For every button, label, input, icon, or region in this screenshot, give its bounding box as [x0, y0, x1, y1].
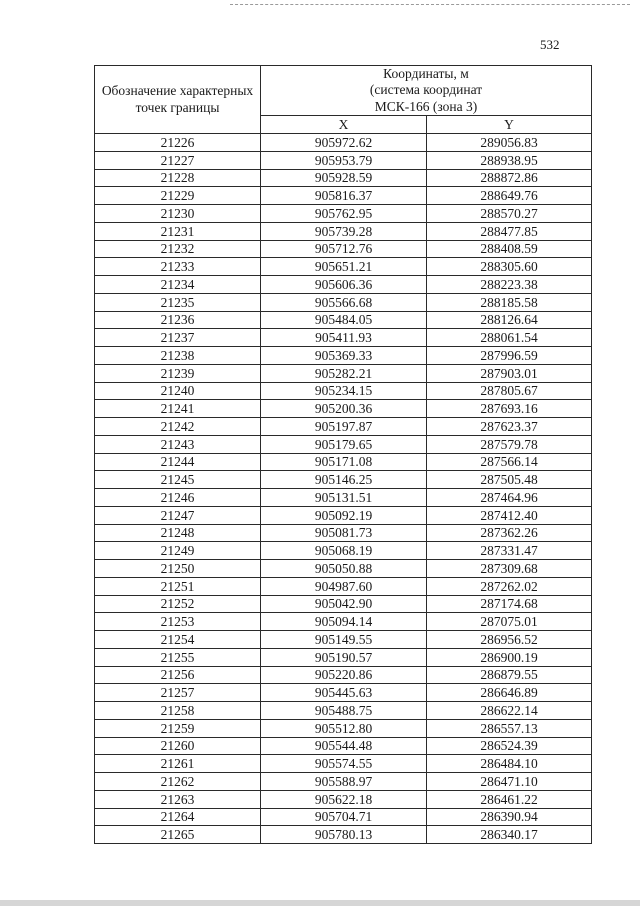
point-id-cell: 21248 [95, 524, 261, 542]
table-row [95, 595, 592, 613]
table-row [95, 702, 592, 720]
point-id-cell: 21258 [95, 702, 261, 720]
y-coordinate-cell: 288649.76 [427, 187, 592, 205]
y-coordinate-cell: 286879.55 [427, 666, 592, 684]
x-coordinate-cell: 905762.95 [261, 205, 427, 223]
table-row [95, 631, 592, 649]
y-coordinate-cell: 288223.38 [427, 276, 592, 294]
table-row [95, 808, 592, 826]
x-coordinate-cell: 905739.28 [261, 222, 427, 240]
point-id-cell: 21235 [95, 293, 261, 311]
point-id-cell: 21237 [95, 329, 261, 347]
table-row [95, 311, 592, 329]
y-coordinate-cell: 288938.95 [427, 151, 592, 169]
page-number: 532 [540, 37, 560, 52]
table-row [95, 329, 592, 347]
table-row [95, 826, 592, 844]
y-coordinate-cell: 287693.16 [427, 400, 592, 418]
x-column-header: X [261, 116, 427, 134]
table-row [95, 719, 592, 737]
table-row [95, 293, 592, 311]
point-id-cell: 21227 [95, 151, 261, 169]
point-id-cell: 21256 [95, 666, 261, 684]
x-coordinate-cell: 905200.36 [261, 400, 427, 418]
table-row [95, 560, 592, 578]
point-id-cell: 21232 [95, 240, 261, 258]
x-coordinate-cell: 905146.25 [261, 471, 427, 489]
x-coordinate-cell: 905131.51 [261, 489, 427, 507]
point-id-cell: 21253 [95, 613, 261, 631]
point-id-cell: 21243 [95, 435, 261, 453]
x-coordinate-cell: 905651.21 [261, 258, 427, 276]
y-coordinate-cell: 287579.78 [427, 435, 592, 453]
y-coordinate-cell: 287996.59 [427, 347, 592, 365]
y-coordinate-cell: 286956.52 [427, 631, 592, 649]
point-id-cell: 21259 [95, 719, 261, 737]
y-coordinate-cell: 286900.19 [427, 648, 592, 666]
table-row [95, 187, 592, 205]
point-id-cell: 21233 [95, 258, 261, 276]
y-coordinate-cell: 287566.14 [427, 453, 592, 471]
point-id-cell: 21261 [95, 755, 261, 773]
x-coordinate-cell: 905606.36 [261, 276, 427, 294]
table-row [95, 435, 592, 453]
y-coordinate-cell: 288408.59 [427, 240, 592, 258]
table-row [95, 453, 592, 471]
table-row [95, 755, 592, 773]
point-id-cell: 21229 [95, 187, 261, 205]
x-coordinate-cell: 905411.93 [261, 329, 427, 347]
y-coordinate-cell: 286461.22 [427, 790, 592, 808]
x-coordinate-cell: 905179.65 [261, 435, 427, 453]
point-id-cell: 21255 [95, 648, 261, 666]
point-id-cell: 21251 [95, 577, 261, 595]
y-coordinate-cell: 289056.83 [427, 134, 592, 152]
y-coordinate-cell: 286646.89 [427, 684, 592, 702]
x-coordinate-cell: 905512.80 [261, 719, 427, 737]
point-id-cell: 21239 [95, 364, 261, 382]
y-coordinate-cell: 286622.14 [427, 702, 592, 720]
y-coordinate-cell: 287309.68 [427, 560, 592, 578]
y-coordinate-cell: 288126.64 [427, 311, 592, 329]
x-coordinate-cell: 905094.14 [261, 613, 427, 631]
table-row [95, 205, 592, 223]
table-row [95, 364, 592, 382]
y-coordinate-cell: 287331.47 [427, 542, 592, 560]
point-id-cell: 21260 [95, 737, 261, 755]
y-coordinate-cell: 288872.86 [427, 169, 592, 187]
x-coordinate-cell: 905197.87 [261, 418, 427, 436]
top-scan-rule [230, 4, 630, 5]
y-coordinate-cell: 288477.85 [427, 222, 592, 240]
coordinates-table [94, 65, 592, 844]
table-row [95, 382, 592, 400]
point-id-cell: 21228 [95, 169, 261, 187]
table-row [95, 648, 592, 666]
table-row [95, 666, 592, 684]
y-coordinate-cell: 287412.40 [427, 506, 592, 524]
y-coordinate-cell: 288061.54 [427, 329, 592, 347]
bottom-scan-edge [0, 900, 640, 906]
point-id-cell: 21226 [95, 134, 261, 152]
y-coordinate-cell: 287464.96 [427, 489, 592, 507]
point-id-cell: 21249 [95, 542, 261, 560]
table-row [95, 240, 592, 258]
point-id-cell: 21234 [95, 276, 261, 294]
y-coordinate-cell: 287805.67 [427, 382, 592, 400]
point-id-cell: 21244 [95, 453, 261, 471]
coordinates-header [261, 66, 592, 116]
y-coordinate-cell: 286471.10 [427, 773, 592, 791]
y-coordinate-cell: 288185.58 [427, 293, 592, 311]
table-row [95, 489, 592, 507]
point-id-cell: 21246 [95, 489, 261, 507]
point-id-cell: 21250 [95, 560, 261, 578]
point-id-cell: 21238 [95, 347, 261, 365]
y-coordinate-cell: 286484.10 [427, 755, 592, 773]
x-coordinate-cell: 904987.60 [261, 577, 427, 595]
x-coordinate-cell: 905190.57 [261, 648, 427, 666]
x-coordinate-cell: 905081.73 [261, 524, 427, 542]
y-coordinate-cell: 287903.01 [427, 364, 592, 382]
table-row [95, 613, 592, 631]
y-coordinate-cell: 286557.13 [427, 719, 592, 737]
x-coordinate-cell: 905712.76 [261, 240, 427, 258]
y-column-header: Y [427, 116, 592, 134]
table-row [95, 418, 592, 436]
point-id-cell: 21242 [95, 418, 261, 436]
point-id-cell: 21264 [95, 808, 261, 826]
x-coordinate-cell: 905588.97 [261, 773, 427, 791]
x-coordinate-cell: 905050.88 [261, 560, 427, 578]
coordinates-header-line3: МСК-166 (зона 3) [374, 98, 478, 114]
x-coordinate-cell: 905042.90 [261, 595, 427, 613]
table-row [95, 790, 592, 808]
coordinates-table-body [95, 134, 592, 844]
x-coordinate-cell: 905704.71 [261, 808, 427, 826]
y-coordinate-cell: 288570.27 [427, 205, 592, 223]
y-coordinate-cell: 287362.26 [427, 524, 592, 542]
table-row [95, 737, 592, 755]
y-coordinate-cell: 286390.94 [427, 808, 592, 826]
y-coordinate-cell: 286340.17 [427, 826, 592, 844]
x-coordinate-cell: 905445.63 [261, 684, 427, 702]
x-coordinate-cell: 905928.59 [261, 169, 427, 187]
y-coordinate-cell: 287505.48 [427, 471, 592, 489]
x-coordinate-cell: 905484.05 [261, 311, 427, 329]
table-row [95, 134, 592, 152]
x-coordinate-cell: 905092.19 [261, 506, 427, 524]
point-id-cell: 21263 [95, 790, 261, 808]
coordinates-header-line1: Координаты, м [383, 66, 469, 81]
point-id-cell: 21245 [95, 471, 261, 489]
table-row [95, 506, 592, 524]
y-coordinate-cell: 287075.01 [427, 613, 592, 631]
x-coordinate-cell: 905953.79 [261, 151, 427, 169]
point-id-cell: 21240 [95, 382, 261, 400]
point-id-cell: 21265 [95, 826, 261, 844]
table-row [95, 471, 592, 489]
point-id-cell: 21230 [95, 205, 261, 223]
table-row [95, 258, 592, 276]
x-coordinate-cell: 905171.08 [261, 453, 427, 471]
point-id-cell: 21231 [95, 222, 261, 240]
x-coordinate-cell: 905566.68 [261, 293, 427, 311]
point-id-cell: 21252 [95, 595, 261, 613]
point-id-cell: 21247 [95, 506, 261, 524]
x-coordinate-cell: 905574.55 [261, 755, 427, 773]
x-coordinate-cell: 905816.37 [261, 187, 427, 205]
x-coordinate-cell: 905068.19 [261, 542, 427, 560]
y-coordinate-cell: 287262.02 [427, 577, 592, 595]
table-row [95, 577, 592, 595]
x-coordinate-cell: 905972.62 [261, 134, 427, 152]
x-coordinate-cell: 905544.48 [261, 737, 427, 755]
y-coordinate-cell: 287174.68 [427, 595, 592, 613]
x-coordinate-cell: 905369.33 [261, 347, 427, 365]
point-id-cell: 21254 [95, 631, 261, 649]
x-coordinate-cell: 905220.86 [261, 666, 427, 684]
table-row [95, 684, 592, 702]
x-coordinate-cell: 905149.55 [261, 631, 427, 649]
x-coordinate-cell: 905780.13 [261, 826, 427, 844]
table-row [95, 542, 592, 560]
point-id-cell: 21236 [95, 311, 261, 329]
x-coordinate-cell: 905488.75 [261, 702, 427, 720]
point-label-header: Обозначение характерных точек границы [95, 66, 261, 134]
table-row [95, 222, 592, 240]
table-row [95, 151, 592, 169]
y-coordinate-cell: 287623.37 [427, 418, 592, 436]
table-row [95, 169, 592, 187]
table-row [95, 524, 592, 542]
y-coordinate-cell: 286524.39 [427, 737, 592, 755]
x-coordinate-cell: 905282.21 [261, 364, 427, 382]
point-id-cell: 21241 [95, 400, 261, 418]
coordinates-header-line2: (система координат [369, 82, 483, 98]
table-row [95, 347, 592, 365]
x-coordinate-cell: 905234.15 [261, 382, 427, 400]
table-row [95, 400, 592, 418]
table-row [95, 773, 592, 791]
point-id-cell: 21262 [95, 773, 261, 791]
x-coordinate-cell: 905622.18 [261, 790, 427, 808]
y-coordinate-cell: 288305.60 [427, 258, 592, 276]
table-row [95, 276, 592, 294]
point-id-cell: 21257 [95, 684, 261, 702]
